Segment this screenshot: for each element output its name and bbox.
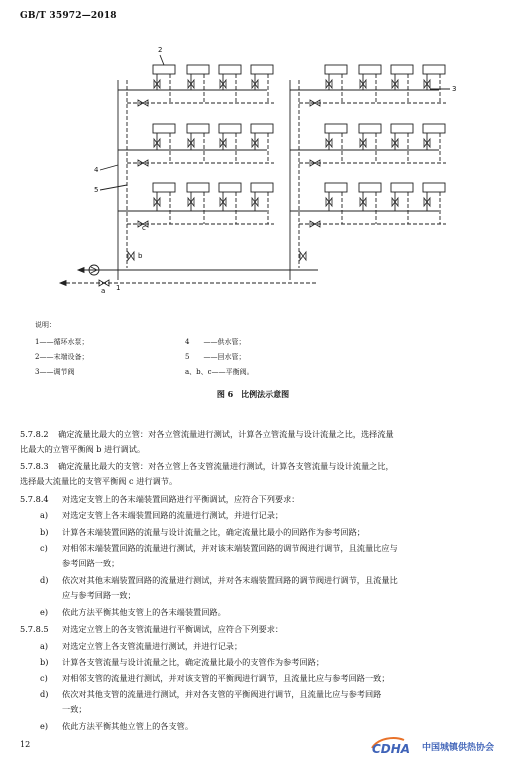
leader-line <box>100 165 118 170</box>
riser-balancing-valve-icon <box>128 252 134 260</box>
figure-label: 5 <box>94 186 99 194</box>
terminal-unit-icon <box>153 124 175 133</box>
terminal-unit-icon <box>359 124 381 133</box>
terminal-unit-icon <box>187 183 209 192</box>
riser-balancing-valve-icon <box>300 252 306 260</box>
cdha-logo-icon <box>368 734 424 756</box>
flow-arrow-icon <box>78 268 84 273</box>
terminal-unit-icon <box>251 65 273 74</box>
clause-line: 依此方法平衡其他立管上的各支管。 <box>62 721 194 731</box>
terminal-unit-icon <box>391 65 413 74</box>
figure-label: a <box>101 287 106 295</box>
clause-line: 对选定支管上的各末端装置回路进行平衡调试，应符合下列要求： <box>62 494 300 504</box>
clause-line: 对选定立管上各支管流量进行测试，并进行记录； <box>62 641 243 651</box>
terminal-unit-icon <box>391 183 413 192</box>
legend-title: 说明： <box>35 321 56 329</box>
terminal-unit-icon <box>219 183 241 192</box>
clause-line: 参考回路一致； <box>62 558 120 568</box>
terminal-unit-icon <box>187 65 209 74</box>
clause-line: 依次对其他末端装置回路的流量进行测试，并对各末端装置回路的调节阀进行调节，且流量比 <box>62 575 398 585</box>
balancing-diagram <box>0 0 506 330</box>
clause-line: 一致； <box>62 704 87 714</box>
leader-line <box>160 55 164 65</box>
clause-number: a) <box>40 510 49 520</box>
clause-number: e) <box>40 721 49 731</box>
figure-label: b <box>138 252 143 260</box>
clause-number: c) <box>40 673 48 683</box>
clause-line: 确定流量比最大的立管：对各立管流量进行测试，计算各立管流量与设计流量之比，选择流量 <box>58 429 394 439</box>
figure-label: 3 <box>452 85 457 93</box>
figure-label: 4 <box>94 166 99 174</box>
clause-number: 5.7.8.5 <box>20 624 49 634</box>
terminal-unit-icon <box>187 124 209 133</box>
legend-item-5: 5 ——回水管； <box>185 353 246 361</box>
standard-number: GB/T 35972—2018 <box>20 11 117 21</box>
clause-line: 依次对其他支管的流量进行测试，并对各支管的平衡阀进行调节，且流量比应与参考回路 <box>62 689 382 699</box>
legend-item-abc: a、b、c——平衡阀。 <box>185 368 254 376</box>
legend-item-3: 3——调节阀 <box>35 368 75 376</box>
clause-line: 对相邻末端装置回路的流量进行测试，并对该末端装置回路的调节阀进行调节，且流量比应与 <box>62 543 398 553</box>
figure-label: 1 <box>116 284 121 292</box>
legend-item-4: 4 ——供水管； <box>185 338 246 346</box>
clause-line: 比最大的立管平衡阀 b 进行调试。 <box>20 444 146 454</box>
terminal-unit-icon <box>423 183 445 192</box>
clause-number: d) <box>40 575 49 585</box>
page-number: 12 <box>20 740 31 749</box>
terminal-unit-icon <box>153 65 175 74</box>
figure-label: c <box>142 224 146 232</box>
terminal-unit-icon <box>359 65 381 74</box>
terminal-unit-icon <box>325 124 347 133</box>
terminal-unit-icon <box>251 124 273 133</box>
clause-line: 确定流量比最大的支管：对各立管上各支管流量进行测试，计算各支管流量与设计流量之比， <box>58 461 394 471</box>
terminal-unit-icon <box>153 183 175 192</box>
terminal-unit-icon <box>359 183 381 192</box>
terminal-unit-icon <box>325 183 347 192</box>
main-balancing-valve-icon <box>99 280 109 286</box>
terminal-unit-icon <box>251 183 273 192</box>
figure-caption: 图 6 比例法示意图 <box>216 389 290 399</box>
flow-arrow-icon <box>60 281 66 286</box>
clause-line: 计算各支管流量与设计流量之比，确定流量比最小的支管作为参考回路； <box>62 657 325 667</box>
legend-item-2: 2——末端设备； <box>35 353 89 361</box>
terminal-unit-icon <box>423 124 445 133</box>
clause-number: c) <box>40 543 48 553</box>
clause-number: b) <box>40 657 49 667</box>
clause-number: a) <box>40 641 49 651</box>
terminal-unit-icon <box>219 65 241 74</box>
terminal-unit-icon <box>219 124 241 133</box>
clause-line: 计算各末端装置回路的流量与设计流量之比，确定流量比最小的回路作为参考回路； <box>62 527 365 537</box>
clause-number: b) <box>40 527 49 537</box>
clause-number: e) <box>40 607 49 617</box>
clause-line: 选择最大流量比的支管平衡阀 c 进行调节。 <box>20 476 178 486</box>
clause-line: 应与参考回路一致； <box>62 590 136 600</box>
legend-item-1: 1——循环水泵； <box>35 338 89 346</box>
leader-line <box>100 185 127 190</box>
figure-label: 2 <box>158 46 163 54</box>
terminal-unit-icon <box>325 65 347 74</box>
clause-number: 5.7.8.4 <box>20 494 49 504</box>
logo-text: CDHA <box>372 742 411 756</box>
terminal-unit-icon <box>391 124 413 133</box>
terminal-unit-icon <box>423 65 445 74</box>
clause-line: 对相邻支管的流量进行测试，并对该支管的平衡阀进行调节，且流量比应与参考回路一致； <box>62 673 390 683</box>
clause-number: d) <box>40 689 49 699</box>
clause-line: 对选定立管上的各支管流量进行平衡调试，应符合下列要求： <box>62 624 284 634</box>
clause-number: 5.7.8.2 <box>20 429 49 439</box>
org-name: 中国城镇供热协会 <box>422 743 495 753</box>
clause-line: 对选定支管上各末端装置回路的流量进行测试，并进行记录； <box>62 510 284 520</box>
clause-line: 依此方法平衡其他支管上的各末端装置回路。 <box>62 607 226 617</box>
clause-number: 5.7.8.3 <box>20 461 49 471</box>
